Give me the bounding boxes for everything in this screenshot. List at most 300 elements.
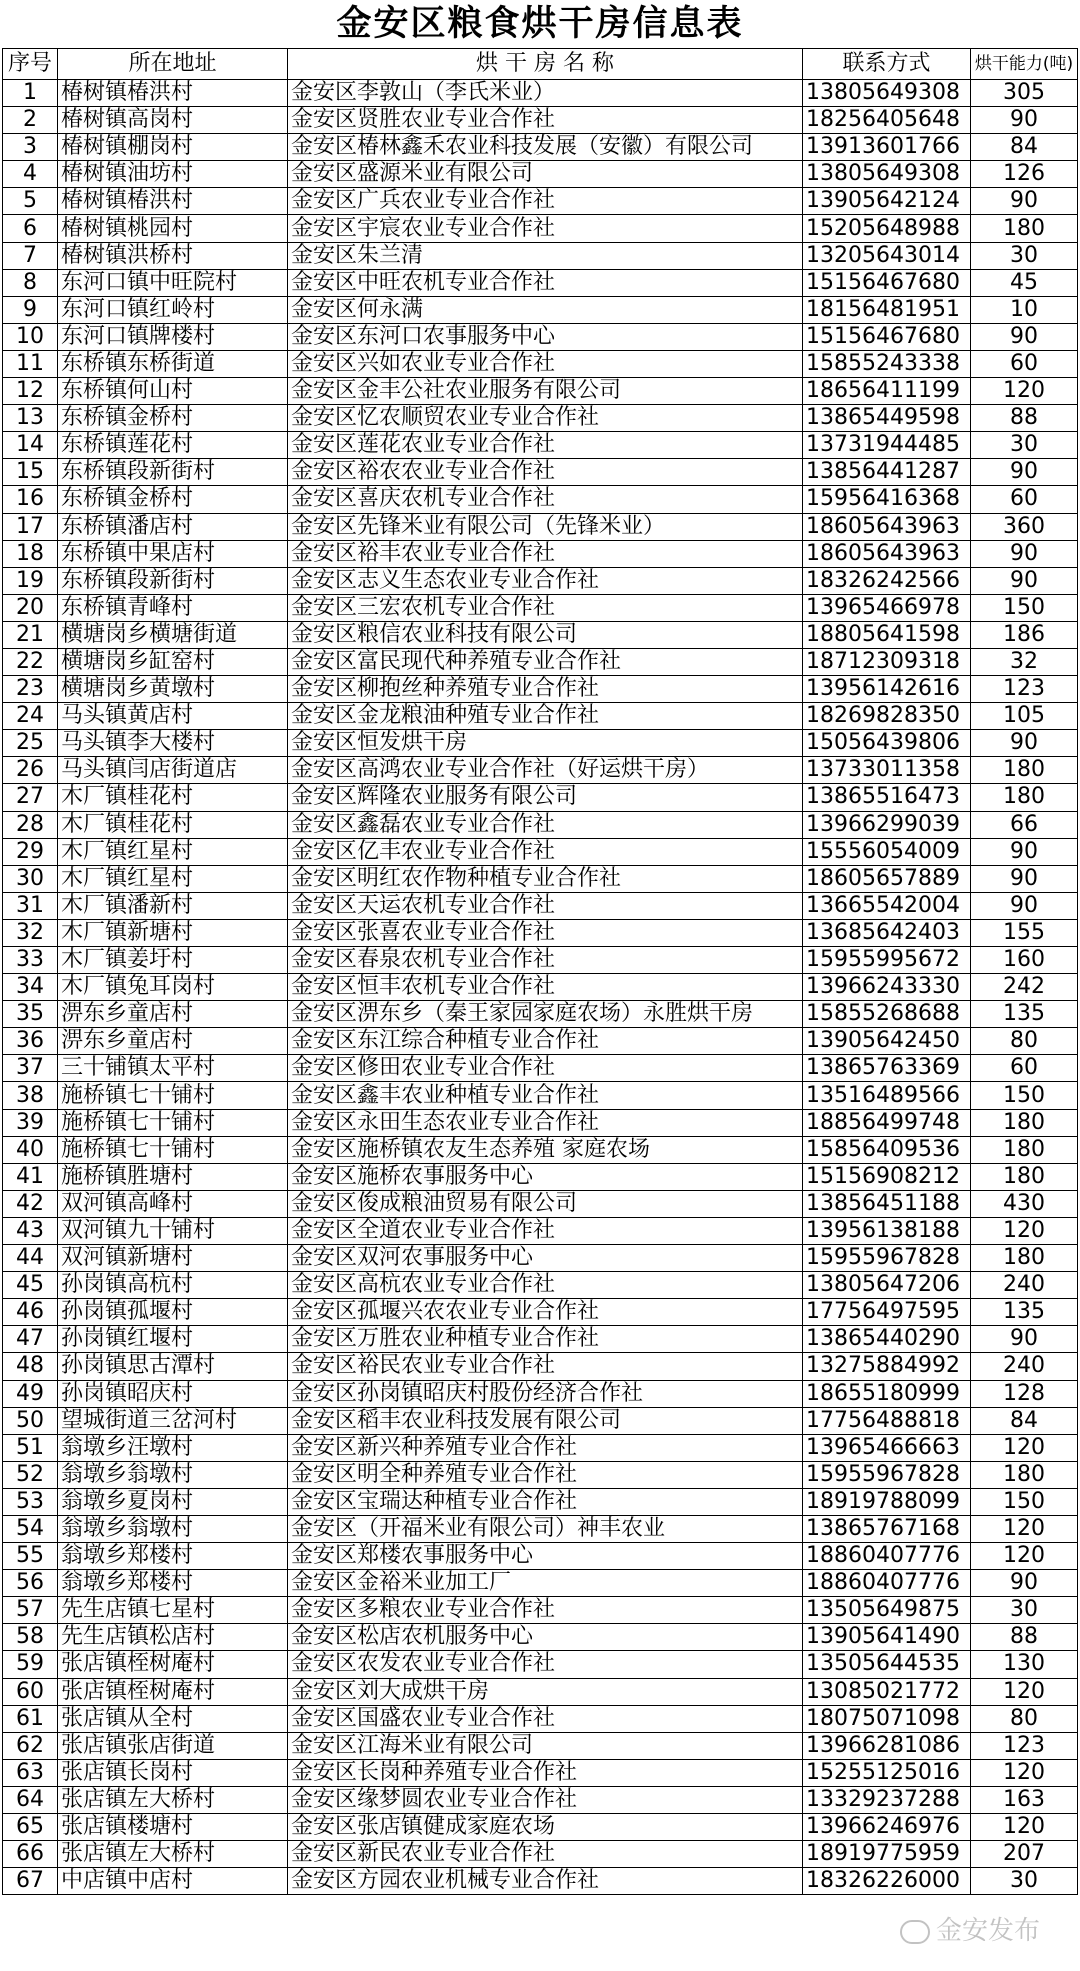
row-dryer-name: 金安区松店农机服务中心 <box>288 1624 803 1651</box>
row-address: 张店镇左大桥村 <box>58 1841 288 1868</box>
row-dryer-name: 金安区淠东乡（秦王家园家庭农场）永胜烘干房 <box>288 1001 803 1028</box>
row-dryer-name: 金安区春泉农机专业合作社 <box>288 947 803 974</box>
row-index: 33 <box>3 947 58 974</box>
row-contact: 13966243330 <box>803 974 971 1001</box>
table-row <box>3 703 1078 730</box>
row-capacity: 60 <box>971 1055 1078 1082</box>
row-address: 张店镇桎树庵村 <box>58 1678 288 1705</box>
row-address: 东桥镇金桥村 <box>58 486 288 513</box>
row-address: 椿树镇棚岗村 <box>58 134 288 161</box>
row-capacity: 150 <box>971 594 1078 621</box>
row-capacity: 130 <box>971 1651 1078 1678</box>
row-capacity: 128 <box>971 1380 1078 1407</box>
row-capacity: 150 <box>971 1082 1078 1109</box>
row-contact: 13516489566 <box>803 1082 971 1109</box>
table-row <box>3 757 1078 784</box>
row-dryer-name: 金安区兴如农业专业合作社 <box>288 350 803 377</box>
table-body <box>3 80 1078 1895</box>
row-index: 35 <box>3 1001 58 1028</box>
row-index: 29 <box>3 838 58 865</box>
row-capacity: 180 <box>971 1461 1078 1488</box>
row-capacity: 30 <box>971 1597 1078 1624</box>
table-row <box>3 1651 1078 1678</box>
row-address: 木厂镇姜圩村 <box>58 947 288 974</box>
row-contact: 13865516473 <box>803 784 971 811</box>
row-index: 15 <box>3 459 58 486</box>
row-address: 张店镇张店街道 <box>58 1732 288 1759</box>
row-contact: 13966281086 <box>803 1732 971 1759</box>
row-dryer-name: 金安区郑楼农事服务中心 <box>288 1543 803 1570</box>
row-contact: 15156467680 <box>803 269 971 296</box>
row-dryer-name: 金安区明全种养殖专业合作社 <box>288 1461 803 1488</box>
row-contact: 18712309318 <box>803 648 971 675</box>
watermark <box>900 1910 1040 1947</box>
row-capacity: 90 <box>971 567 1078 594</box>
row-address: 先生店镇七星村 <box>58 1597 288 1624</box>
row-contact: 13966246976 <box>803 1814 971 1841</box>
table-row <box>3 350 1078 377</box>
row-contact: 13865767168 <box>803 1515 971 1542</box>
row-dryer-name: 金安区喜庆农机专业合作社 <box>288 486 803 513</box>
row-capacity: 80 <box>971 1705 1078 1732</box>
row-dryer-name: 金安区方园农业机械专业合作社 <box>288 1868 803 1895</box>
row-index: 2 <box>3 107 58 134</box>
row-contact: 18605643963 <box>803 540 971 567</box>
row-contact: 13865763369 <box>803 1055 971 1082</box>
row-contact: 13856451188 <box>803 1190 971 1217</box>
table-row <box>3 567 1078 594</box>
row-address: 东桥镇莲花村 <box>58 432 288 459</box>
row-contact: 15956416368 <box>803 486 971 513</box>
row-capacity: 150 <box>971 1488 1078 1515</box>
row-address: 张店镇左大桥村 <box>58 1786 288 1813</box>
row-dryer-name: 金安区张喜农业专业合作社 <box>288 919 803 946</box>
row-index: 8 <box>3 269 58 296</box>
table-row <box>3 1624 1078 1651</box>
table-row <box>3 1678 1078 1705</box>
row-contact: 13913601766 <box>803 134 971 161</box>
table-row <box>3 459 1078 486</box>
row-address: 东桥镇何山村 <box>58 378 288 405</box>
row-index: 25 <box>3 730 58 757</box>
row-index: 31 <box>3 892 58 919</box>
row-contact: 15955995672 <box>803 947 971 974</box>
row-contact: 13505649875 <box>803 1597 971 1624</box>
table-row <box>3 80 1078 107</box>
row-dryer-name: 金安区中旺农机专业合作社 <box>288 269 803 296</box>
row-index: 60 <box>3 1678 58 1705</box>
row-contact: 15855243338 <box>803 350 971 377</box>
row-index: 66 <box>3 1841 58 1868</box>
row-capacity: 120 <box>971 1217 1078 1244</box>
table-row <box>3 269 1078 296</box>
table-row <box>3 1543 1078 1570</box>
table-row <box>3 1109 1078 1136</box>
row-dryer-name: 金安区万胜农业种植专业合作社 <box>288 1326 803 1353</box>
row-dryer-name: 金安区金裕米业加工厂 <box>288 1570 803 1597</box>
row-index: 47 <box>3 1326 58 1353</box>
row-capacity: 180 <box>971 215 1078 242</box>
table-row <box>3 486 1078 513</box>
row-capacity: 30 <box>971 432 1078 459</box>
row-address: 东桥镇潘店村 <box>58 513 288 540</box>
row-address: 孙岗镇昭庆村 <box>58 1380 288 1407</box>
table-row <box>3 1217 1078 1244</box>
row-address: 东桥镇中果店村 <box>58 540 288 567</box>
row-index: 10 <box>3 323 58 350</box>
row-contact: 18269828350 <box>803 703 971 730</box>
table-row <box>3 378 1078 405</box>
row-capacity: 305 <box>971 80 1078 107</box>
row-dryer-name: 金安区东河口农事服务中心 <box>288 323 803 350</box>
row-address: 翁墩乡郑楼村 <box>58 1570 288 1597</box>
table-row <box>3 323 1078 350</box>
table-row <box>3 296 1078 323</box>
row-index: 45 <box>3 1272 58 1299</box>
table-row <box>3 1190 1078 1217</box>
row-capacity: 88 <box>971 1624 1078 1651</box>
table-row <box>3 1705 1078 1732</box>
row-contact: 13865440290 <box>803 1326 971 1353</box>
row-contact: 13329237288 <box>803 1786 971 1813</box>
table-row <box>3 1759 1078 1786</box>
row-index: 17 <box>3 513 58 540</box>
row-capacity: 180 <box>971 1136 1078 1163</box>
row-capacity: 32 <box>971 648 1078 675</box>
row-index: 51 <box>3 1434 58 1461</box>
row-index: 38 <box>3 1082 58 1109</box>
row-contact: 13665542004 <box>803 892 971 919</box>
row-contact: 18655180999 <box>803 1380 971 1407</box>
row-index: 30 <box>3 865 58 892</box>
row-capacity: 123 <box>971 1732 1078 1759</box>
row-index: 1 <box>3 80 58 107</box>
row-index: 24 <box>3 703 58 730</box>
row-index: 46 <box>3 1299 58 1326</box>
row-capacity: 30 <box>971 1868 1078 1895</box>
row-address: 横塘岗乡缸窑村 <box>58 648 288 675</box>
row-contact: 13505644535 <box>803 1651 971 1678</box>
table-row <box>3 648 1078 675</box>
row-dryer-name: 金安区宝瑞达种植专业合作社 <box>288 1488 803 1515</box>
page-title: 金安区粮食烘干房信息表 <box>336 4 744 44</box>
row-capacity: 120 <box>971 378 1078 405</box>
row-dryer-name: 金安区宇宸农业专业合作社 <box>288 215 803 242</box>
row-capacity: 80 <box>971 1028 1078 1055</box>
table-row <box>3 1001 1078 1028</box>
row-dryer-name: 金安区盛源米业有限公司 <box>288 161 803 188</box>
table-row <box>3 215 1078 242</box>
row-contact: 13685642403 <box>803 919 971 946</box>
row-capacity: 186 <box>971 621 1078 648</box>
table-row <box>3 513 1078 540</box>
table-row <box>3 1868 1078 1895</box>
row-index: 56 <box>3 1570 58 1597</box>
row-contact: 13733011358 <box>803 757 971 784</box>
row-capacity: 90 <box>971 323 1078 350</box>
row-capacity: 90 <box>971 107 1078 134</box>
row-contact: 15955967828 <box>803 1461 971 1488</box>
row-dryer-name: 金安区长岗种养殖专业合作社 <box>288 1759 803 1786</box>
row-address: 椿树镇椿洪村 <box>58 188 288 215</box>
row-capacity: 120 <box>971 1543 1078 1570</box>
table-row <box>3 594 1078 621</box>
row-address: 木厂镇新塘村 <box>58 919 288 946</box>
row-index: 59 <box>3 1651 58 1678</box>
row-capacity: 180 <box>971 784 1078 811</box>
row-index: 52 <box>3 1461 58 1488</box>
row-index: 43 <box>3 1217 58 1244</box>
row-capacity: 123 <box>971 676 1078 703</box>
row-capacity: 90 <box>971 892 1078 919</box>
watermark-text: 金安发布 <box>935 1916 1040 1946</box>
table-row <box>3 1353 1078 1380</box>
header-dryer-name: 烘 干 房 名 称 <box>288 49 803 80</box>
table-row <box>3 405 1078 432</box>
row-contact: 17756497595 <box>803 1299 971 1326</box>
row-address: 马头镇闫店街道店 <box>58 757 288 784</box>
table-row <box>3 1841 1078 1868</box>
row-index: 27 <box>3 784 58 811</box>
row-contact: 13865449598 <box>803 405 971 432</box>
row-dryer-name: 金安区裕农农业专业合作社 <box>288 459 803 486</box>
row-dryer-name: 金安区李敦山（李氏米业） <box>288 80 803 107</box>
row-dryer-name: 金安区椿林鑫禾农业科技发展（安徽）有限公司 <box>288 134 803 161</box>
row-dryer-name: 金安区鑫磊农业专业合作社 <box>288 811 803 838</box>
table-row <box>3 540 1078 567</box>
row-index: 7 <box>3 242 58 269</box>
row-address: 椿树镇桃园村 <box>58 215 288 242</box>
row-capacity: 135 <box>971 1299 1078 1326</box>
table-header-row <box>3 49 1078 80</box>
row-capacity: 160 <box>971 947 1078 974</box>
table-row <box>3 1380 1078 1407</box>
row-capacity: 242 <box>971 974 1078 1001</box>
table-row <box>3 1407 1078 1434</box>
row-index: 42 <box>3 1190 58 1217</box>
table-row <box>3 676 1078 703</box>
header-capacity: 烘干能力(吨) <box>971 49 1078 80</box>
wechat-icon <box>900 1920 930 1944</box>
row-contact: 15156908212 <box>803 1163 971 1190</box>
row-index: 40 <box>3 1136 58 1163</box>
row-dryer-name: 金安区施桥农事服务中心 <box>288 1163 803 1190</box>
row-address: 东河口镇红岭村 <box>58 296 288 323</box>
row-capacity: 84 <box>971 134 1078 161</box>
row-capacity: 120 <box>971 1434 1078 1461</box>
row-index: 11 <box>3 350 58 377</box>
row-dryer-name: 金安区天运农机专业合作社 <box>288 892 803 919</box>
row-address: 翁墩乡郑楼村 <box>58 1543 288 1570</box>
row-capacity: 90 <box>971 730 1078 757</box>
row-index: 21 <box>3 621 58 648</box>
row-contact: 13275884992 <box>803 1353 971 1380</box>
row-address: 东桥镇金桥村 <box>58 405 288 432</box>
row-address: 双河镇新塘村 <box>58 1245 288 1272</box>
row-dryer-name: 金安区恒丰农机专业合作社 <box>288 974 803 1001</box>
row-address: 施桥镇七十铺村 <box>58 1082 288 1109</box>
row-contact: 13805649308 <box>803 161 971 188</box>
row-address: 施桥镇胜塘村 <box>58 1163 288 1190</box>
row-contact: 18656411199 <box>803 378 971 405</box>
row-contact: 15955967828 <box>803 1245 971 1272</box>
row-address: 双河镇九十铺村 <box>58 1217 288 1244</box>
row-index: 58 <box>3 1624 58 1651</box>
header-contact: 联系方式 <box>803 49 971 80</box>
row-contact: 18326242566 <box>803 567 971 594</box>
table-row <box>3 1488 1078 1515</box>
row-contact: 13966299039 <box>803 811 971 838</box>
table-row <box>3 811 1078 838</box>
row-contact: 15855268688 <box>803 1001 971 1028</box>
row-contact: 13905641490 <box>803 1624 971 1651</box>
row-dryer-name: 金安区双河农事服务中心 <box>288 1245 803 1272</box>
row-index: 62 <box>3 1732 58 1759</box>
row-capacity: 120 <box>971 1759 1078 1786</box>
row-index: 5 <box>3 188 58 215</box>
row-index: 49 <box>3 1380 58 1407</box>
row-address: 横塘岗乡横塘街道 <box>58 621 288 648</box>
row-index: 19 <box>3 567 58 594</box>
row-address: 马头镇黄店村 <box>58 703 288 730</box>
row-contact: 13956138188 <box>803 1217 971 1244</box>
row-index: 28 <box>3 811 58 838</box>
row-capacity: 135 <box>971 1001 1078 1028</box>
row-dryer-name: 金安区孙岗镇昭庆村股份经济合作社 <box>288 1380 803 1407</box>
row-address: 横塘岗乡黄墩村 <box>58 676 288 703</box>
row-dryer-name: 金安区施桥镇农友生态养殖 家庭农场 <box>288 1136 803 1163</box>
row-dryer-name: 金安区三宏农机专业合作社 <box>288 594 803 621</box>
row-dryer-name: 金安区富民现代种养殖专业合作社 <box>288 648 803 675</box>
row-dryer-name: 金安区修田农业专业合作社 <box>288 1055 803 1082</box>
table-row <box>3 730 1078 757</box>
row-index: 55 <box>3 1543 58 1570</box>
row-address: 东桥镇东桥街道 <box>58 350 288 377</box>
row-dryer-name: 金安区缘梦圆农业专业合作社 <box>288 1786 803 1813</box>
row-contact: 13805649308 <box>803 80 971 107</box>
row-capacity: 30 <box>971 242 1078 269</box>
row-capacity: 66 <box>971 811 1078 838</box>
row-dryer-name: 金安区先锋米业有限公司（先锋米业） <box>288 513 803 540</box>
row-index: 6 <box>3 215 58 242</box>
row-capacity: 240 <box>971 1272 1078 1299</box>
row-contact: 18326226000 <box>803 1868 971 1895</box>
row-dryer-name: 金安区志义生态农业专业合作社 <box>288 567 803 594</box>
row-dryer-name: 金安区稻丰农业科技发展有限公司 <box>288 1407 803 1434</box>
row-dryer-name: 金安区国盛农业专业合作社 <box>288 1705 803 1732</box>
row-index: 54 <box>3 1515 58 1542</box>
table-row <box>3 892 1078 919</box>
row-index: 4 <box>3 161 58 188</box>
row-capacity: 180 <box>971 757 1078 784</box>
row-dryer-name: 金安区柳抱丝种养殖专业合作社 <box>288 676 803 703</box>
table-row <box>3 974 1078 1001</box>
row-capacity: 88 <box>971 405 1078 432</box>
row-dryer-name: 金安区粮信农业科技有限公司 <box>288 621 803 648</box>
row-address: 马头镇李大楼村 <box>58 730 288 757</box>
row-contact: 18805641598 <box>803 621 971 648</box>
row-address: 椿树镇油坊村 <box>58 161 288 188</box>
row-contact: 18256405648 <box>803 107 971 134</box>
row-address: 木厂镇桂花村 <box>58 784 288 811</box>
row-contact: 18860407776 <box>803 1570 971 1597</box>
row-capacity: 360 <box>971 513 1078 540</box>
row-address: 张店镇长岗村 <box>58 1759 288 1786</box>
row-index: 12 <box>3 378 58 405</box>
row-dryer-name: 金安区张店镇健成家庭农场 <box>288 1814 803 1841</box>
row-dryer-name: 金安区何永满 <box>288 296 803 323</box>
row-capacity: 105 <box>971 703 1078 730</box>
table-row <box>3 1028 1078 1055</box>
row-contact: 13956142616 <box>803 676 971 703</box>
row-address: 张店镇楼塘村 <box>58 1814 288 1841</box>
row-index: 50 <box>3 1407 58 1434</box>
table-row <box>3 432 1078 459</box>
row-contact: 13805647206 <box>803 1272 971 1299</box>
table-row <box>3 1272 1078 1299</box>
row-index: 39 <box>3 1109 58 1136</box>
row-address: 翁墩乡夏岗村 <box>58 1488 288 1515</box>
row-capacity: 180 <box>971 1109 1078 1136</box>
row-capacity: 120 <box>971 1814 1078 1841</box>
row-contact: 18919775959 <box>803 1841 971 1868</box>
row-address: 望城街道三岔河村 <box>58 1407 288 1434</box>
header-index: 序号 <box>3 49 58 80</box>
row-address: 椿树镇洪桥村 <box>58 242 288 269</box>
table-row <box>3 621 1078 648</box>
row-dryer-name: 金安区广兵农业专业合作社 <box>288 188 803 215</box>
row-contact: 13856441287 <box>803 459 971 486</box>
row-dryer-name: 金安区辉隆农业服务有限公司 <box>288 784 803 811</box>
row-capacity: 90 <box>971 865 1078 892</box>
row-address: 张店镇从全村 <box>58 1705 288 1732</box>
row-address: 淠东乡童店村 <box>58 1001 288 1028</box>
table-row <box>3 1732 1078 1759</box>
table-row <box>3 865 1078 892</box>
row-address: 木厂镇桂花村 <box>58 811 288 838</box>
row-index: 16 <box>3 486 58 513</box>
row-capacity: 90 <box>971 1326 1078 1353</box>
row-dryer-name: 金安区鑫丰农业种植专业合作社 <box>288 1082 803 1109</box>
row-index: 14 <box>3 432 58 459</box>
row-dryer-name: 金安区贤胜农业专业合作社 <box>288 107 803 134</box>
row-dryer-name: 金安区恒发烘干房 <box>288 730 803 757</box>
row-address: 孙岗镇孤堰村 <box>58 1299 288 1326</box>
row-contact: 18856499748 <box>803 1109 971 1136</box>
row-address: 孙岗镇红堰村 <box>58 1326 288 1353</box>
row-dryer-name: 金安区明红农作物种植专业合作社 <box>288 865 803 892</box>
table-row <box>3 161 1078 188</box>
row-index: 61 <box>3 1705 58 1732</box>
row-capacity: 90 <box>971 1570 1078 1597</box>
row-contact: 13085021772 <box>803 1678 971 1705</box>
row-address: 张店镇桎树庵村 <box>58 1651 288 1678</box>
row-index: 26 <box>3 757 58 784</box>
row-index: 22 <box>3 648 58 675</box>
dryer-info-table <box>2 48 1078 1895</box>
row-capacity: 60 <box>971 350 1078 377</box>
row-index: 57 <box>3 1597 58 1624</box>
row-dryer-name: 金安区新兴种养殖专业合作社 <box>288 1434 803 1461</box>
row-dryer-name: 金安区裕民农业专业合作社 <box>288 1353 803 1380</box>
row-dryer-name: 金安区刘大成烘干房 <box>288 1678 803 1705</box>
row-address: 东桥镇段新街村 <box>58 567 288 594</box>
row-capacity: 45 <box>971 269 1078 296</box>
row-contact: 18860407776 <box>803 1543 971 1570</box>
row-address: 翁墩乡翁墩村 <box>58 1461 288 1488</box>
row-index: 9 <box>3 296 58 323</box>
row-contact: 13731944485 <box>803 432 971 459</box>
